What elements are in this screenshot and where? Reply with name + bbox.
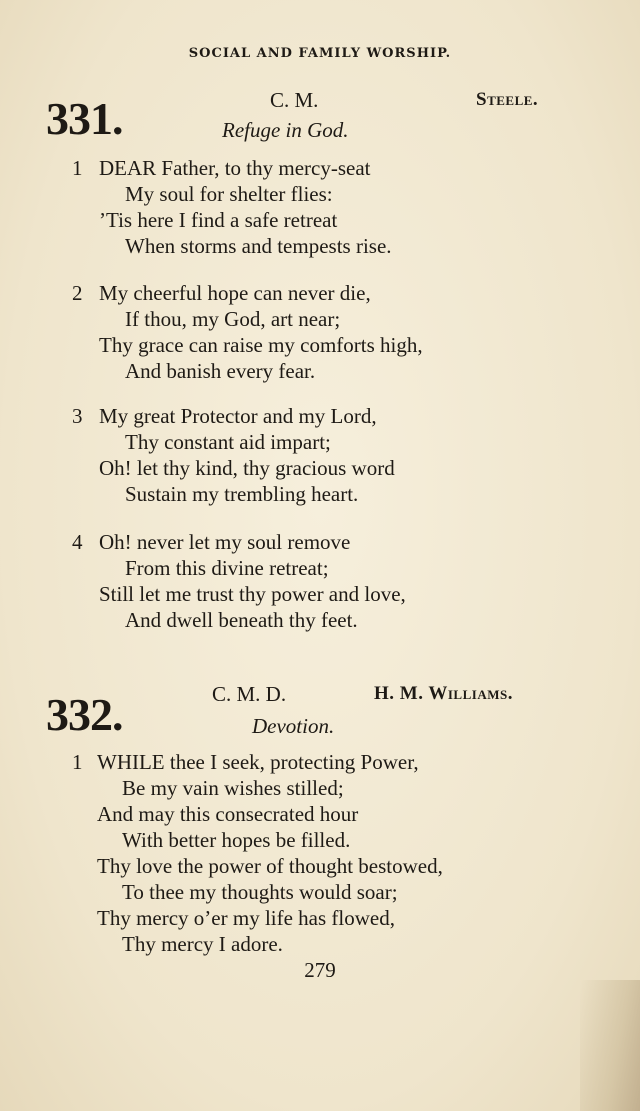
verse-line: Oh! never let my soul remove bbox=[99, 530, 351, 554]
verse-number: 2 bbox=[72, 281, 83, 305]
verse-line: Oh! let thy kind, thy gracious word bbox=[99, 456, 395, 480]
verse-line: My great Protector and my Lord, bbox=[99, 404, 377, 428]
verse-number: 1 bbox=[72, 750, 83, 774]
verse-number: 3 bbox=[72, 404, 83, 428]
verse-line: Thy love the power of thought bestowed, bbox=[97, 854, 443, 878]
hymn-meter: C. M. bbox=[270, 88, 319, 112]
verse-line: And may this consecrated hour bbox=[97, 802, 359, 826]
hymn-number: 331. bbox=[46, 93, 123, 144]
verse-line: ’Tis here I find a safe retreat bbox=[99, 208, 338, 232]
verse-number: 1 bbox=[72, 156, 83, 180]
page-edge-shadow bbox=[580, 980, 640, 1111]
verse-line: My cheerful hope can never die, bbox=[99, 281, 371, 305]
hymn-meter: C. M. D. bbox=[212, 682, 287, 706]
running-head: SOCIAL AND FAMILY WORSHIP. bbox=[188, 46, 452, 61]
verse-line: My soul for shelter flies: bbox=[125, 182, 333, 206]
verse-number: 4 bbox=[72, 530, 83, 554]
verse-line: If thou, my God, art near; bbox=[125, 307, 341, 331]
verse-line: And dwell beneath thy feet. bbox=[125, 608, 358, 632]
verse-line: With better hopes be filled. bbox=[122, 828, 351, 852]
verse-line: Still let me trust thy power and love, bbox=[99, 582, 406, 606]
verse-line: WHILE thee I seek, protecting Power, bbox=[97, 750, 419, 774]
page-number: 279 bbox=[304, 958, 336, 982]
verse-line: DEAR Father, to thy mercy-seat bbox=[99, 156, 371, 180]
hymn-title: Refuge in God. bbox=[222, 118, 349, 142]
hymn-author: Steele. bbox=[476, 89, 539, 110]
verse-line: Be my vain wishes stilled; bbox=[122, 776, 344, 800]
verse-line: Sustain my trembling heart. bbox=[125, 482, 359, 506]
verse-line: Thy constant aid impart; bbox=[125, 430, 331, 454]
verse-line: Thy grace can raise my comforts high, bbox=[99, 333, 423, 357]
verse-line: Thy mercy I adore. bbox=[122, 932, 283, 956]
hymn-title: Devotion. bbox=[252, 714, 335, 738]
verse-line: When storms and tempests rise. bbox=[125, 234, 392, 258]
verse-line: From this divine retreat; bbox=[125, 556, 329, 580]
verse-line: To thee my thoughts would soar; bbox=[122, 880, 398, 904]
hymn-number: 332. bbox=[46, 689, 123, 740]
verse-line: Thy mercy o’er my life has flowed, bbox=[97, 906, 395, 930]
verse-line: And banish every fear. bbox=[125, 359, 316, 383]
hymn-author: H. M. Williams. bbox=[374, 683, 513, 704]
